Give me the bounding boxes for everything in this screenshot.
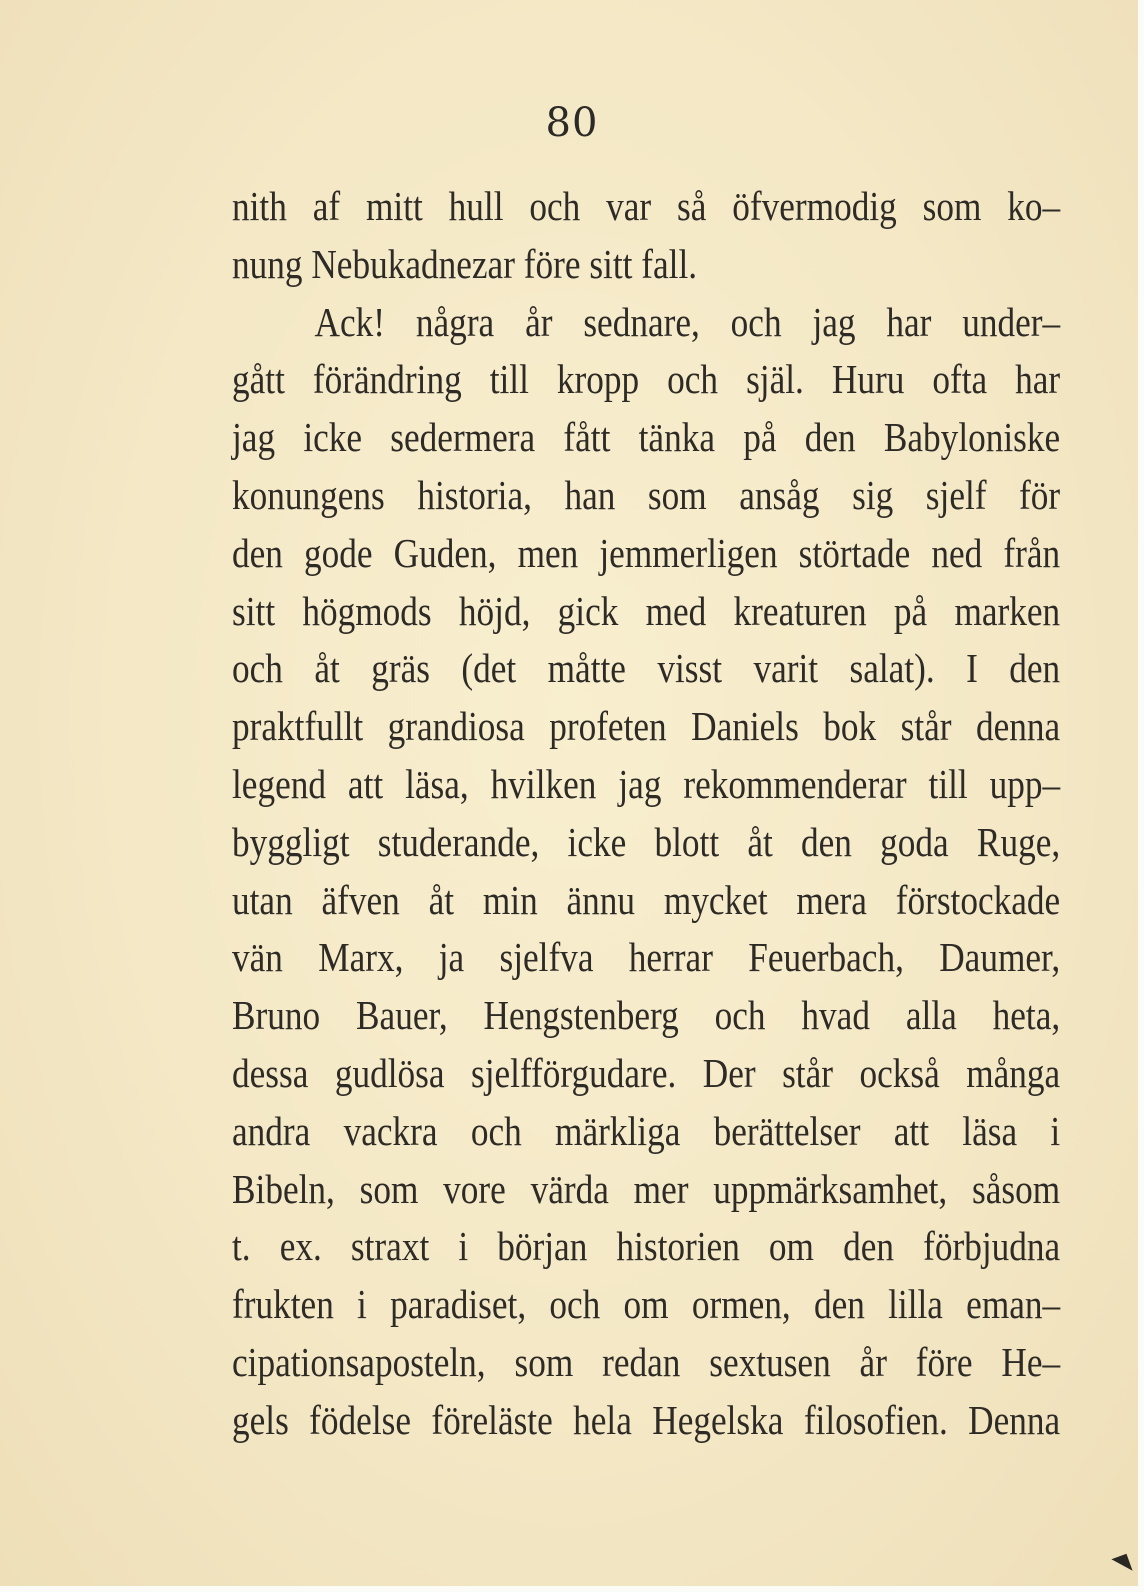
text-line: gått förändring till kropp och själ. Huru ofta har — [232, 356, 1061, 403]
body-text — [232, 178, 1060, 1450]
text-line: Ack! några år sednare, och jag har under– — [314, 298, 1061, 345]
text-line: nith af mitt hull och var så öfvermodig som ko– — [232, 183, 1061, 229]
text-line: sitt högmods höjd, gick med kreaturen på marken — [232, 587, 1061, 634]
text-line: praktfullt grandiosa profeten Daniels bok står denna — [232, 703, 1061, 750]
text-line: frukten i paradiset, och om ormen, den lilla eman– — [232, 1281, 1061, 1328]
text-line: konungens historia, han som ansåg sig sjelf för — [232, 471, 1061, 518]
text-line: gels födelse föreläste hela Hegelska filosofien. Denna — [232, 1396, 1061, 1443]
text-line: Bibeln, som vore värda mer uppmärksamhet, såsom — [232, 1165, 1061, 1212]
text-line: cipationsaposteln, som redan sextusen år före He– — [232, 1338, 1061, 1385]
text-line: dessa gudlösa sjelfförgudare. Der står också många — [232, 1049, 1061, 1096]
text-line: vän Marx, ja sjelfva herrar Feuerbach, Daumer, — [232, 934, 1061, 981]
text-line: Bruno Bauer, Hengstenberg och hvad alla heta, — [232, 992, 1061, 1039]
page-number: 80 — [545, 100, 599, 146]
text-line: utan äfven åt min ännu mycket mera förstockade — [232, 876, 1061, 923]
text-line: legend att läsa, hvilken jag rekommenderar till upp– — [232, 760, 1061, 807]
text-line: t. ex. straxt i början historien om den förbjudna — [232, 1223, 1061, 1270]
text-line: jag icke sedermera fått tänka på den Babyloniske — [232, 414, 1061, 461]
corner-mark-icon — [1111, 1554, 1132, 1576]
text-line: den gode Guden, men jemmerligen störtade ned från — [232, 529, 1061, 576]
text-line: byggligt studerande, icke blott åt den goda Ruge, — [232, 818, 1061, 865]
text-line: andra vackra och märkliga berättelser att läsa i — [232, 1107, 1061, 1154]
text-line: nung Nebukadnezar före sitt fall. — [232, 240, 698, 287]
text-line: och åt gräs (det måtte visst varit salat). I den — [232, 645, 1061, 692]
